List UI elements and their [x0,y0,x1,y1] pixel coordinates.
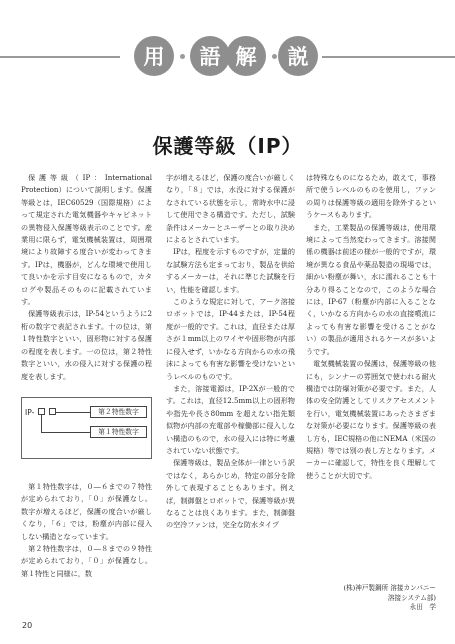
credit-author: 永田 学 [409,603,436,611]
connector [56,412,90,413]
paragraph: このような規定に対して，アーク溶接ロボットでは，IP-44または，IP-54程度が一般的です。これは，直径または厚さが１mm以上のワイヤや固形物が内部に侵入せず，いかなる方向からの水の飛沫によっても有害な影響を受けないというレベルのものです。 [166,297,295,381]
author-credit [306,584,436,613]
header-rule-left [0,56,120,58]
header-rule-right [322,56,455,58]
paragraph: また，工業製品の保護等級は，使用環境によって当然変わってきます。溶接関係の機器は前述の様が一般的ですが，環境が異なる食品や薬品製造の現場では，細かい粉塵が舞い，水に濡れることも十分あり得ることなので，このような場合には，IP-67（粉塵が内部に入ることなく，いかなる方向からの水の直接噴流によっても有害な影響を受けることがない）の製品が適用されるケースが多いようです。 [306,222,436,356]
paragraph: 第２特性数字は，０―８までの９特性が定められており，「０」が保護なし。第１特性と同様に，数 [21,543,152,578]
header-char-1: 用 [134,36,174,76]
page-number: 20 [22,621,33,630]
paragraph: 電気機械装置の保護は，保護等級の他にも，シンナーの雰囲気で使われる耐火構造では防爆対策が必要です。また，人体の安全防護としてリスクアセスメントを行い，電気機械装置にあったさまざまな対策が必要になります。保護等級の表し方も，IEC規格の他にNEMA（米国の規格）等では別の表し方となります。メーカーに確認して，特性を良く理解して使うことが大切です。 [306,359,436,480]
text-column-2 [166,172,295,532]
digit-box-ones [49,408,56,415]
ip-code-diagram [21,397,152,459]
paragraph: 保護等級表示は，IP-54というように2桁の数字で表記されます。十の位は，第１特性数字といい，固形物に対する保護の程度を表します。一の位は，第２特性数字といい，水の侵入に対する保護の程度を表します。 [21,309,152,381]
header-char-2: 語 [190,36,230,76]
paragraph: 字が増えるほど，保護の度合いが厳しくなり，「８」では，水没に対する保護がなされている状態を示し，常時水中に浸して使用できる構造です。ただし，試験条件はメーカーとユーザーとの取り決めによるとされています。 [166,173,295,245]
header-char-4: 説 [278,36,318,76]
label-first-digit: 第１特性数字 [90,426,147,438]
header-char-3: 解 [226,36,266,76]
paragraph: IPは，程度を示すものですが，定量的な試験方法も定まっており，製品を供給するメーカーは，それに準じた試験を行い，性能を確認します。 [166,247,295,294]
paragraph: 保護等級（IP：International Protection）について説明します。保護等級とは，IEC60529（国際規格）によって規定された電気機器やキャビネットの異物侵入保護等級表示のことです。産業用に限らず，電気機械装置は，周囲環境により故障する度合いが変わってきます。IPは，機器が，どんな環境で使用して良いかを示す目安になるもので，カタログや製品そのものに記載されています。 [21,173,152,307]
connector [41,415,42,432]
connector [41,432,90,433]
paragraph: 第１特性数字は，０―６までの７特性が定められており，「０」が保護なし。数字が増えるほど，保護の度合いが厳しくなり，「６」では，粉塵が内部に侵入しない構造となっています。 [21,481,152,541]
ip-prefix: IP- [25,407,35,417]
label-second-digit: 第２特性数字 [90,406,147,418]
text-column-1 [21,172,152,580]
credit-department: 溶接システム部) [387,593,436,602]
paragraph: 保護等級は，製品全体が一律という訳ではなく，あらかじめ，特定の部分を除外して表現することもあります。例えば，制御盤とロボットで，保護等級が異なることは良くあります。また，制御盤の空冷ファンは，完全な防水タイプ [166,458,295,530]
credit-affiliation: (株)神戸製鋼所 溶接カンパニー [343,584,436,592]
text-column-3 [306,172,436,482]
header-dot [180,54,185,59]
paragraph: は特殊なものになるため，敢えて，事務所で使うレベルのものを使用し，ファンの周りは保護等級の適用を除外するというケースもあります。 [306,173,436,220]
paragraph: また，溶接電源は，IP-2Xが一般的です。これは，直径12.5mm以上の固形物や指先や長さ80mm を超えない指先類似物が内部の充電部や稼働部に侵入しない構造のもので，水の侵入には特に考慮されていない状態です。 [166,383,295,455]
digit-box-tens [38,408,45,415]
header-dot [272,54,277,59]
article-title: 保護等級（IP） [152,134,303,158]
